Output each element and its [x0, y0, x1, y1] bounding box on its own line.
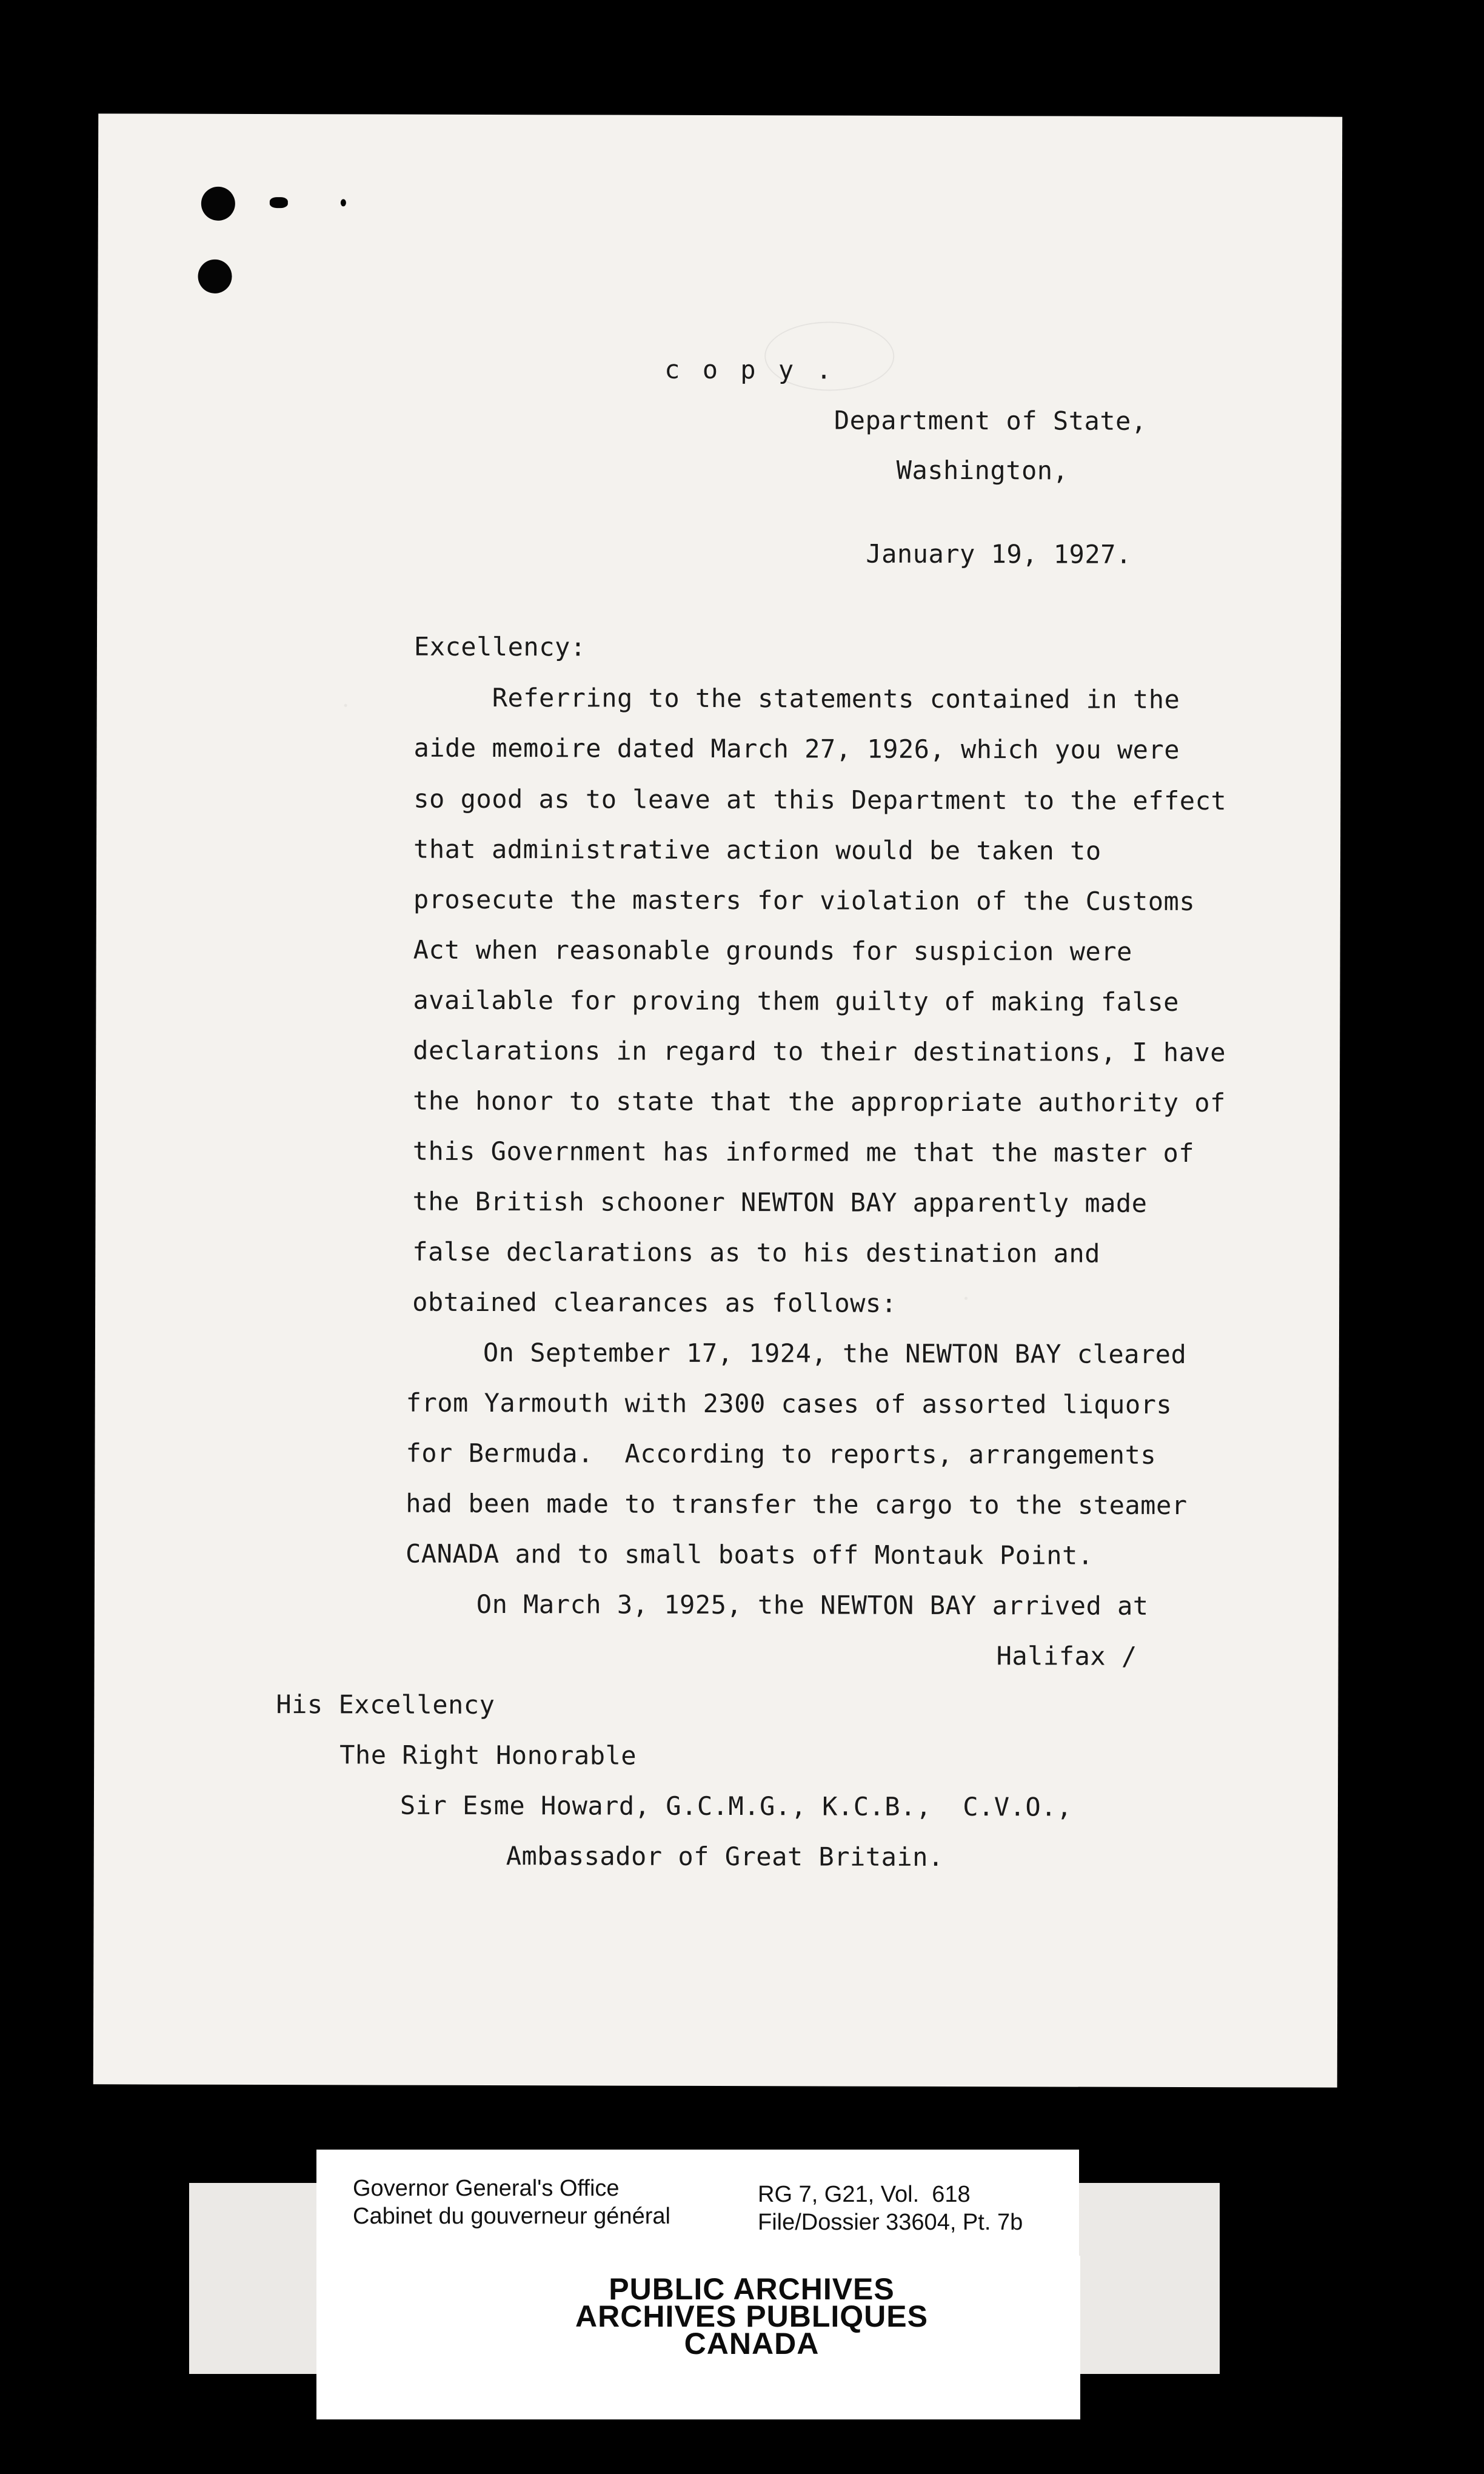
- body-line: Act when reasonable grounds for suspicion were: [413, 934, 1132, 967]
- addressee-line: Sir Esme Howard, G.C.M.G., K.C.B., C.V.O.,: [399, 1790, 1072, 1822]
- body-line: On March 3, 1925, the NEWTON BAY arrived at: [476, 1589, 1149, 1621]
- addressee-line: His Excellency: [276, 1689, 495, 1720]
- archive-label: [316, 2150, 1079, 2268]
- body-line: had been made to transfer the cargo to the steamer: [406, 1488, 1188, 1521]
- letter-date: January 19, 1927.: [866, 538, 1132, 569]
- archives-stamp-line: ARCHIVES PUBLIQUES: [575, 2299, 928, 2333]
- body-line: On September 17, 1924, the NEWTON BAY cleared: [483, 1337, 1187, 1370]
- body-line: obtained clearances as follows:: [412, 1287, 897, 1318]
- sender-city: Washington,: [896, 455, 1069, 486]
- file-reference: File/Dossier 33604, Pt. 7b: [758, 2210, 1023, 2235]
- office-name-fr: Cabinet du gouverneur général: [353, 2204, 670, 2229]
- body-line: so good as to leave at this Department to the effect: [413, 783, 1227, 816]
- continuation-word: Halifax /: [996, 1641, 1137, 1671]
- sender-department: Department of State,: [834, 405, 1147, 436]
- salutation: Excellency:: [413, 631, 586, 662]
- body-line: that administrative action would be taken to: [413, 834, 1101, 866]
- punch-mark: [341, 199, 346, 206]
- archives-stamp-line: PUBLIC ARCHIVES: [609, 2272, 895, 2306]
- punch-hole: [198, 260, 232, 293]
- body-line: available for proving them guilty of making false: [413, 985, 1180, 1017]
- body-line: this Government has informed me that the master of: [412, 1136, 1195, 1168]
- body-line: the British schooner NEWTON BAY apparently made: [412, 1186, 1148, 1218]
- copy-heading: c o p y .: [664, 354, 835, 385]
- letter-page: [93, 113, 1343, 2087]
- body-line: for Bermuda. According to reports, arrangements: [406, 1438, 1157, 1470]
- body-line: from Yarmouth with 2300 cases of assorted liquors: [406, 1387, 1172, 1420]
- body-line: aide memoire dated March 27, 1926, which you were: [413, 732, 1180, 765]
- body-line: declarations in regard to their destinations, I have: [413, 1035, 1226, 1068]
- body-line: Referring to the statements contained in the: [492, 683, 1180, 714]
- body-line: CANADA and to small boats off Montauk Point.: [405, 1538, 1094, 1571]
- addressee-line: Ambassador of Great Britain.: [506, 1841, 944, 1872]
- archives-stamp-line: CANADA: [684, 2327, 820, 2361]
- punch-hole: [201, 187, 235, 221]
- addressee-line: The Right Honorable: [339, 1740, 637, 1771]
- body-line: prosecute the masters for violation of the Customs: [413, 884, 1195, 917]
- office-name-en: Governor General's Office: [353, 2176, 620, 2201]
- body-line: false declarations as to his destination and: [412, 1236, 1100, 1269]
- record-group-reference: RG 7, G21, Vol. 618: [758, 2182, 971, 2207]
- punch-mark: [270, 197, 288, 208]
- body-line: the honor to state that the appropriate authority of: [412, 1085, 1226, 1118]
